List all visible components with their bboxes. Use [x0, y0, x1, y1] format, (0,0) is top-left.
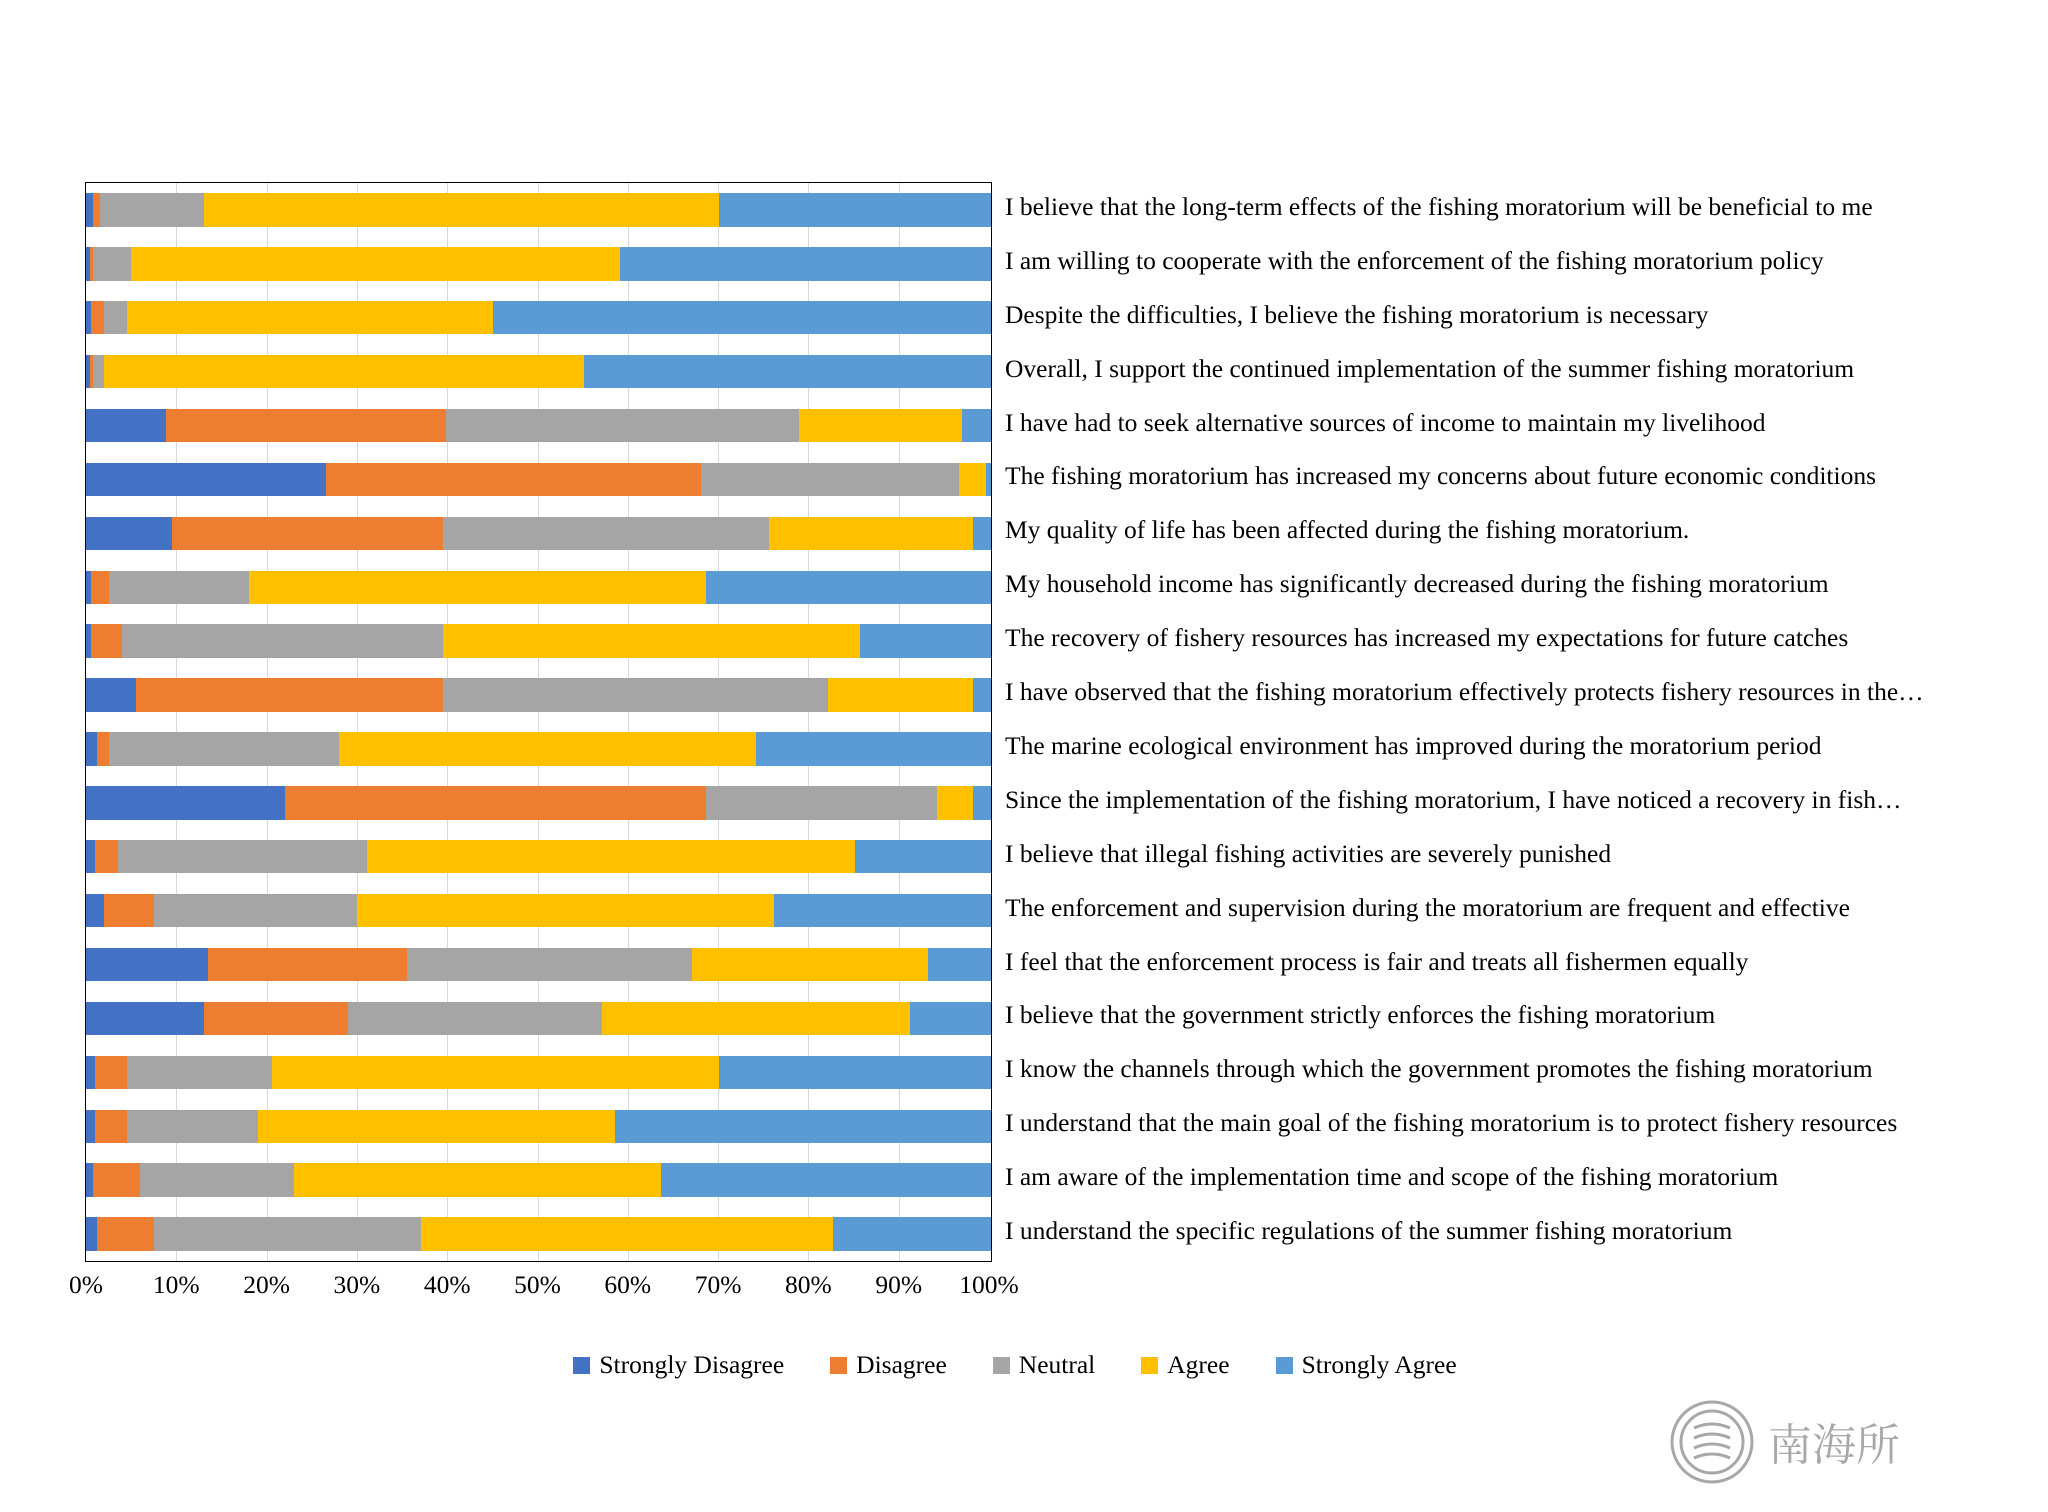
bar-segment: [493, 301, 991, 334]
bar-segment: [326, 463, 702, 496]
bar-segment: [122, 624, 443, 657]
bar-segment: [97, 1217, 154, 1250]
category-label: The fishing moratorium has increased my concerns about future economic conditions: [1005, 461, 1876, 491]
bar-segment: [131, 247, 620, 280]
x-tick-label: 20%: [243, 1270, 290, 1299]
bar-segment: [910, 1002, 991, 1035]
category-label: I understand the specific regulations of the summer fishing moratorium: [1005, 1216, 1733, 1246]
category-axis-labels: [1005, 182, 2005, 1262]
bar-row: [86, 732, 991, 765]
bar-segment: [93, 1163, 140, 1196]
bar-segment: [104, 355, 584, 388]
bar-segment: [93, 355, 104, 388]
bar-segment: [799, 409, 962, 442]
legend-label: Agree: [1167, 1350, 1230, 1379]
bar-segment: [86, 1056, 95, 1089]
bar-segment: [973, 678, 991, 711]
bar-row: [86, 894, 991, 927]
bar-segment: [272, 1056, 720, 1089]
x-tick-label: 0%: [69, 1270, 103, 1299]
bar-segment: [357, 894, 773, 927]
bar-segment: [118, 840, 367, 873]
bar-row: [86, 463, 991, 496]
bar-segment: [407, 948, 692, 981]
bar-segment: [959, 463, 986, 496]
bar-segment: [446, 409, 799, 442]
bar-segment: [100, 193, 204, 226]
x-tick-label: 30%: [333, 1270, 381, 1299]
legend-item: [1141, 1350, 1229, 1380]
bar-row: [86, 786, 991, 819]
bar-segment: [986, 463, 991, 496]
category-label: I am willing to cooperate with the enforcement of the fishing moratorium policy: [1005, 245, 1824, 275]
bar-row: [86, 193, 991, 226]
bar-segment: [97, 732, 109, 765]
bar-row: [86, 1163, 991, 1196]
bar-segment: [294, 1163, 661, 1196]
bar-segment: [204, 1002, 349, 1035]
legend-swatch-icon: [1276, 1357, 1293, 1374]
bar-segment: [86, 409, 166, 442]
bar-segment: [91, 624, 123, 657]
bar-row: [86, 355, 991, 388]
bar-segment: [91, 301, 104, 334]
bar-segment: [154, 1217, 421, 1250]
bar-segment: [602, 1002, 910, 1035]
bar-row: [86, 409, 991, 442]
x-axis-tick-labels: [69, 1270, 1019, 1310]
bar-segment: [109, 732, 340, 765]
bar-segment: [443, 678, 828, 711]
bar-row: [86, 571, 991, 604]
bar-segment: [615, 1110, 991, 1143]
bar-segment: [828, 678, 973, 711]
x-tick-label: 80%: [785, 1270, 832, 1299]
bar-row: [86, 517, 991, 550]
bar-segment: [661, 1163, 991, 1196]
bar-segment: [204, 193, 720, 226]
bar-segment: [86, 840, 95, 873]
x-tick-label: 50%: [514, 1270, 561, 1299]
x-tick-label: 70%: [694, 1270, 742, 1299]
category-label: Despite the difficulties, I believe the fishing moratorium is necessary: [1005, 299, 1709, 329]
category-label: The recovery of fishery resources has increased my expectations for future catches: [1005, 623, 1849, 653]
category-label: I feel that the enforcement process is fair and treats all fishermen equally: [1005, 946, 1749, 976]
bar-segment: [833, 1217, 991, 1250]
bar-segment: [258, 1110, 615, 1143]
bar-segment: [756, 732, 991, 765]
legend-item: [993, 1350, 1095, 1380]
bar-segment: [706, 786, 937, 819]
bar-segment: [86, 678, 136, 711]
legend-swatch-icon: [573, 1357, 590, 1374]
bars-layer: [86, 183, 991, 1261]
bar-segment: [962, 409, 991, 442]
legend-swatch-icon: [830, 1357, 847, 1374]
bar-row: [86, 1217, 991, 1250]
bar-segment: [104, 301, 127, 334]
category-label: I have had to seek alternative sources of income to maintain my livelihood: [1005, 407, 1766, 437]
bar-row: [86, 624, 991, 657]
x-tick-label: 60%: [604, 1270, 652, 1299]
bar-segment: [86, 786, 285, 819]
bar-segment: [127, 1056, 272, 1089]
bar-segment: [172, 517, 444, 550]
svg-text:南海所: 南海所: [1768, 1421, 1900, 1470]
bar-segment: [973, 786, 991, 819]
bar-segment: [136, 678, 444, 711]
bar-segment: [86, 517, 172, 550]
category-label: My quality of life has been affected during the fishing moratorium.: [1005, 515, 1690, 545]
bar-segment: [95, 840, 118, 873]
bar-segment: [127, 301, 494, 334]
legend-item: [830, 1350, 947, 1380]
bar-segment: [719, 193, 991, 226]
category-label: I am aware of the implementation time and scope of the fishing moratorium: [1005, 1162, 1779, 1192]
legend-label: Disagree: [856, 1350, 947, 1379]
bar-segment: [973, 517, 991, 550]
bar-segment: [91, 571, 109, 604]
bar-segment: [285, 786, 706, 819]
bar-segment: [706, 571, 991, 604]
category-label: I believe that illegal fishing activities are severely punished: [1005, 838, 1612, 868]
bar-segment: [701, 463, 959, 496]
bar-segment: [692, 948, 927, 981]
category-label: Overall, I support the continued implementation of the summer fishing moratorium: [1005, 353, 1855, 383]
bar-segment: [86, 894, 104, 927]
plot-area: [85, 182, 992, 1262]
bar-segment: [774, 894, 991, 927]
legend-item: [1276, 1350, 1457, 1380]
bar-segment: [95, 1056, 127, 1089]
bar-segment: [140, 1163, 294, 1196]
bar-row: [86, 840, 991, 873]
legend-label: Strongly Agree: [1301, 1350, 1457, 1379]
bar-segment: [769, 517, 973, 550]
bar-segment: [855, 840, 991, 873]
bar-segment: [86, 1217, 97, 1250]
bar-segment: [620, 247, 991, 280]
bar-segment: [95, 1110, 127, 1143]
category-label: Since the implementation of the fishing moratorium, I have noticed a recovery in fish…: [1005, 784, 1902, 814]
bar-segment: [127, 1110, 258, 1143]
x-tick-label: 40%: [423, 1270, 471, 1299]
category-label: My household income has significantly decreased during the fishing moratorium: [1005, 569, 1829, 599]
bar-segment: [93, 247, 131, 280]
category-label: The marine ecological environment has improved during the moratorium period: [1005, 730, 1822, 760]
bar-row: [86, 1002, 991, 1035]
bar-segment: [86, 463, 326, 496]
legend-swatch-icon: [1141, 1357, 1158, 1374]
bar-segment: [421, 1217, 833, 1250]
legend-label: Neutral: [1018, 1350, 1096, 1379]
legend-swatch-icon: [993, 1357, 1010, 1374]
bar-segment: [937, 786, 973, 819]
x-tick-label: 90%: [875, 1270, 923, 1299]
legend-label: Strongly Disagree: [599, 1350, 785, 1379]
bar-segment: [166, 409, 447, 442]
bar-segment: [86, 193, 93, 226]
bar-segment: [86, 948, 208, 981]
x-tick-label: 100%: [959, 1270, 1019, 1299]
watermark-logo: [1664, 1384, 2024, 1494]
bar-row: [86, 1056, 991, 1089]
category-label: I believe that the long-term effects of the fishing moratorium will be beneficial to me: [1005, 191, 1873, 221]
bar-row: [86, 1110, 991, 1143]
bar-segment: [348, 1002, 601, 1035]
bar-segment: [86, 1110, 95, 1143]
bar-segment: [367, 840, 856, 873]
bar-segment: [928, 948, 991, 981]
bar-segment: [86, 732, 97, 765]
bar-row: [86, 678, 991, 711]
bar-segment: [208, 948, 407, 981]
category-label: I understand that the main goal of the fishing moratorium is to protect fishery resources: [1005, 1108, 1898, 1138]
bar-segment: [443, 517, 769, 550]
chart-legend: [85, 1345, 1945, 1385]
category-label: I have observed that the fishing moratorium effectively protects fishery resources in the…: [1005, 677, 1924, 707]
bar-segment: [443, 624, 859, 657]
category-label: The enforcement and supervision during the moratorium are frequent and effective: [1005, 892, 1850, 922]
bar-row: [86, 247, 991, 280]
bar-row: [86, 948, 991, 981]
bar-segment: [339, 732, 755, 765]
bar-row: [86, 301, 991, 334]
x-tick-label: 10%: [152, 1270, 200, 1299]
bar-segment: [109, 571, 249, 604]
category-label: I know the channels through which the government promotes the fishing moratorium: [1005, 1054, 1873, 1084]
bar-segment: [86, 1002, 204, 1035]
bar-segment: [249, 571, 706, 604]
bar-segment: [584, 355, 991, 388]
category-label: I believe that the government strictly enforces the fishing moratorium: [1005, 1000, 1716, 1030]
bar-segment: [860, 624, 991, 657]
bar-segment: [86, 1163, 93, 1196]
legend-item: [573, 1350, 784, 1380]
bar-segment: [719, 1056, 991, 1089]
bar-segment: [154, 894, 358, 927]
bar-segment: [104, 894, 154, 927]
